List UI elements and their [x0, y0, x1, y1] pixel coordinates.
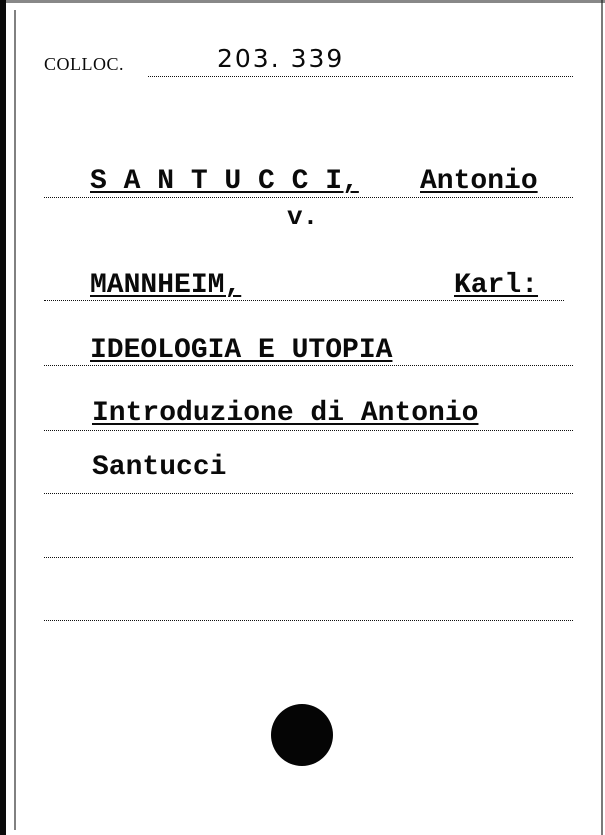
card-right-edge [601, 0, 603, 835]
note-dotted-line-1 [44, 430, 573, 431]
card-left-edge [0, 0, 6, 835]
note-dotted-line-2 [44, 493, 573, 494]
author-dotted-line [44, 197, 573, 198]
author-firstname: Antonio [420, 166, 538, 197]
empty-dotted-line-2 [44, 620, 573, 621]
author-surname: S A N T U C C I, [90, 166, 359, 197]
subject-dotted-line [44, 300, 564, 301]
title-text: IDEOLOGIA E UTOPIA [90, 335, 393, 366]
subject-surname: MANNHEIM, [90, 270, 242, 301]
colloc-dotted-line [148, 76, 573, 77]
empty-dotted-line-1 [44, 557, 573, 558]
note-line-2: Santucci [92, 452, 227, 483]
card-top-edge [0, 0, 605, 3]
card-left-rule [14, 10, 16, 830]
subject-firstname: Karl: [454, 270, 539, 301]
colloc-value: 203. 339 [217, 44, 345, 73]
punch-hole [271, 704, 333, 766]
colloc-label: COLLOC. [44, 54, 124, 74]
relation-mark: v. [287, 202, 319, 232]
title-dotted-line [44, 365, 573, 366]
note-line-1: Introduzione di Antonio [92, 398, 479, 429]
